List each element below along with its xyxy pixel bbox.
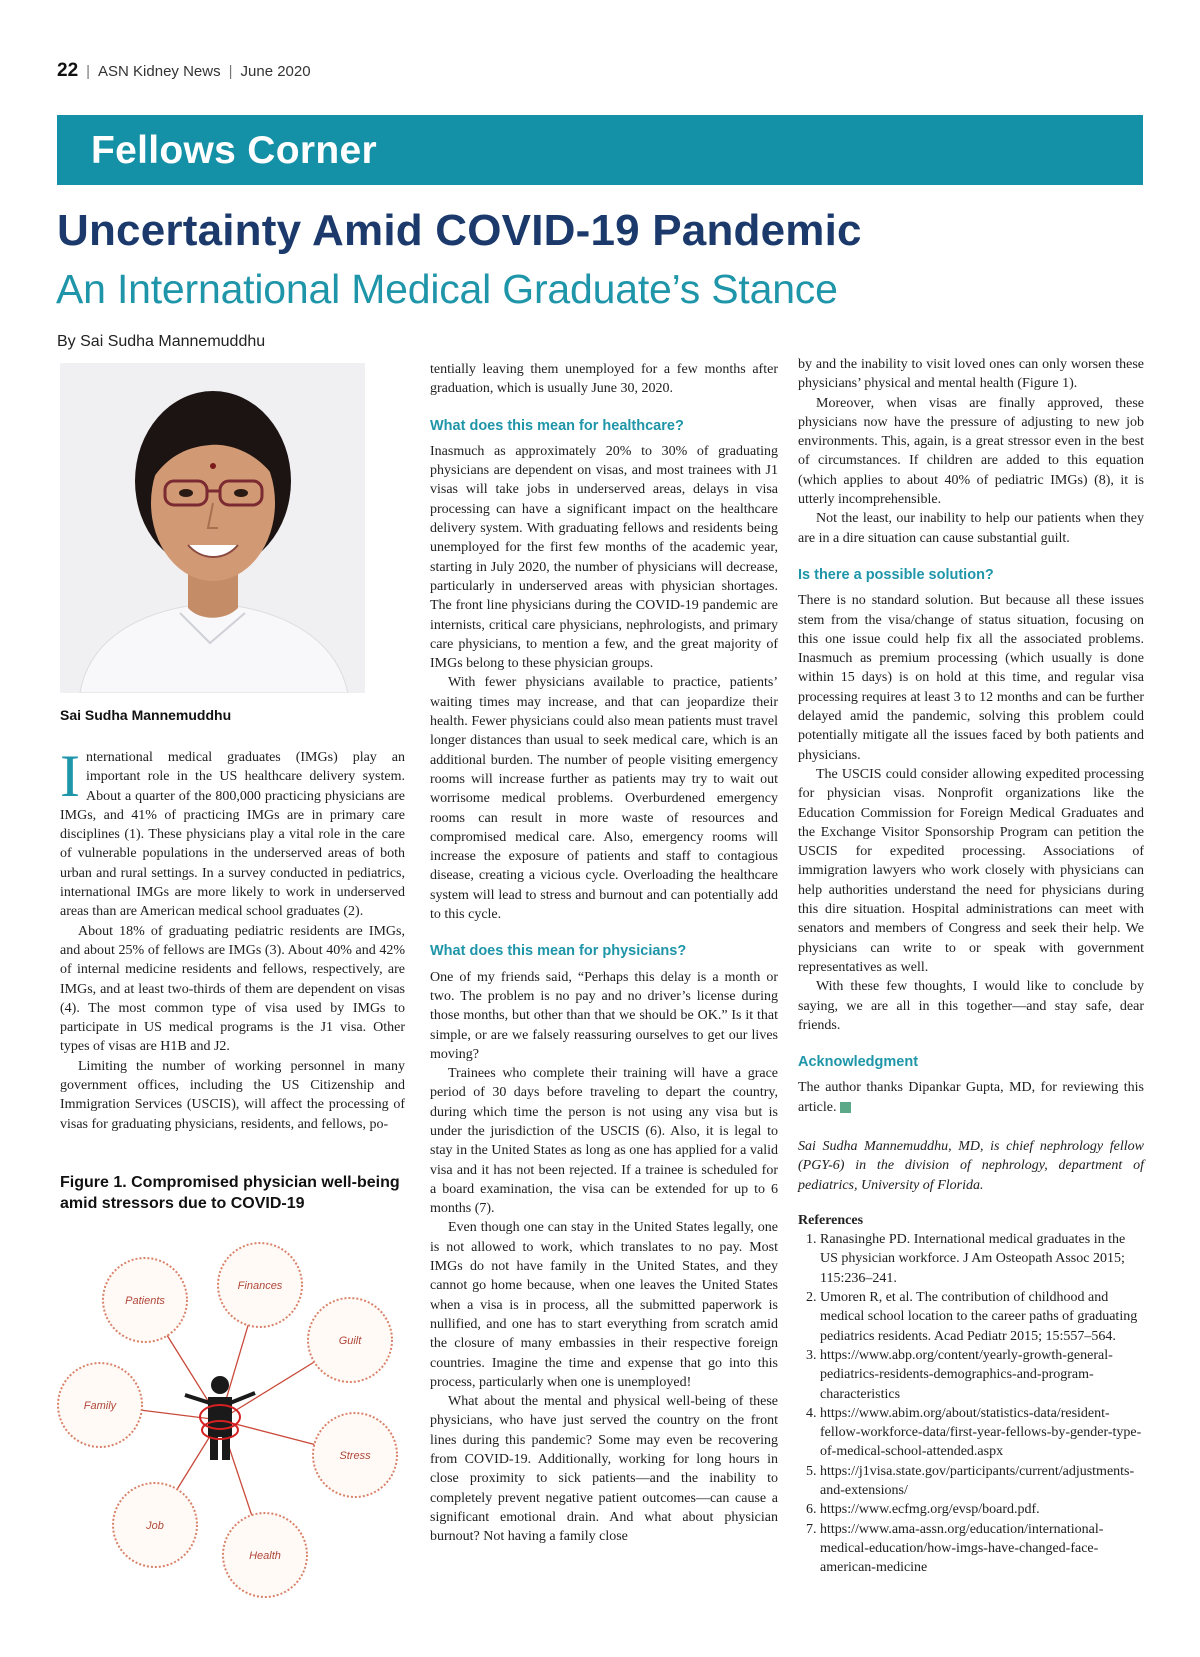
issue-date: June 2020 <box>240 63 311 80</box>
section-banner <box>57 115 1143 185</box>
section-heading: What does this mean for physicians? <box>430 943 687 960</box>
paragraph-text: nternational medical graduates (IMGs) play an important role in the US healthcare delivery system. About a quarter of the 800,000 practicing physicians are IMGs, and 41% of practicing IMGs are in primary care disciplines (1). These physicians play a vital role in the care of vulnerable populations in the underserved areas of both urban and rural settings. In a survey conducted in pediatrics, international IMGs are more likely to work in underserved areas than are American medical school graduates (2). <box>60 750 405 920</box>
figure-title: Figure 1. Compromised physician well-being amid stressors due to COVID-19 <box>60 1174 400 1212</box>
body-paragraph: Inasmuch as approximately 20% to 30% of graduating physicians are dependent on visas, and most trainees with J1 visas will take jobs in underserved areas, delays in visa processing can have a significant impact on the healthcare delivery system. With graduating fellows and residents being unemployed for the first few months of the academic year, starting in July 2020, the number of physicians will decrease, particularly in underserved areas with physician shortages. The front line physicians during the COVID-19 pandemic are internists, critical care physicians, nephrologists, and primary care physicians, to mention a few, and the great majority of IMGs belong to these physician groups. <box>430 443 778 672</box>
body-paragraph: With fewer physicians available to practice, patients’ waiting times may increase, and that can jeopardize their health. Fewer physicians could also mean patients must travel longer distances than usual to seek medical care, which is an additional burden. The number of people visiting emergency rooms will increase further as patients may try to wait out worrisome medical problems. Overburdened emergency rooms can result in more waste of resources and compromised medical care. Also, emergency rooms will increase the exposure of patients and staff to contagious disease, creating a vicious cycle. Overloading the healthcare system will lead to stress and burnout and can potentially add to this cycle. <box>430 675 778 923</box>
label-guilt: Guilt <box>338 1335 362 1347</box>
body-paragraph: What about the mental and physical well-being of these physicians, who have just served the country on the front lines during this pandemic? Some may even be recovering from COVID-19. Additionally, working for long hours in close proximity to sick patients—and the inability to completely prevent negative patient outcomes—can cause a significant emotional drain. And what about physician burnout? Not having a family close <box>430 1394 778 1545</box>
label-family: Family <box>83 1400 117 1412</box>
section-heading: Acknowledgment <box>798 1054 919 1071</box>
body-paragraph: One of my friends said, “Perhaps this delay is a month or two. The problem is no pay and no driver’s license during those months, but other than that we should be OK.” Is it that simple, or are we falsely reassuring ourselves to get our lives moving? <box>430 969 778 1062</box>
author-photo <box>60 363 365 693</box>
body-paragraph: tentially leaving them unemployed for a few months after graduation, which is usually June 30, 2020. <box>430 362 778 397</box>
drop-cap: I <box>60 743 80 809</box>
reference-item: 7. https://www.ama-assn.org/education/international-medical-education/how-imgs-have-changed-face-american-medicine <box>820 1520 1144 1578</box>
reference-item: 5. https://j1visa.state.gov/participants/current/adjustments-and-extensions/ <box>820 1462 1144 1501</box>
reference-item: 3. https://www.abp.org/content/yearly-growth-general-pediatrics-residents-demographics-and-program-characteristics <box>820 1346 1144 1404</box>
reference-item: 1. Ranasinghe PD. International medical graduates in the US physician workforce. J Am Osteopath Assoc 2015; 115:236–241. <box>820 1230 1144 1288</box>
body-paragraph: The USCIS could consider allowing expedited processing for physician visas. Nonprofit organizations like the Education Commission for Foreign Medical Graduates and the Exchange Visitor Sponsorship Program can petition the USCIS for expedited processing. Associations of immigration lawyers who work closely with physicians can help authorities understand the need for physicians during this dire situation. Hospital administrations can meet with senators and members of Congress and seek their help. We physicians can write to or speak with government representatives as well. <box>798 766 1144 975</box>
header-separator: | <box>86 63 91 80</box>
label-stress: Stress <box>339 1450 371 1462</box>
label-finances: Finances <box>237 1280 283 1292</box>
references-list <box>798 1230 1144 1577</box>
page-number: 22 <box>57 60 79 81</box>
publication-name: ASN Kidney News <box>98 63 221 80</box>
running-header <box>57 60 311 82</box>
body-paragraph: by and the inability to visit loved ones can only worsen these physicians’ physical and mental health (Figure 1). <box>798 357 1144 392</box>
section-heading: What does this mean for healthcare? <box>430 417 684 434</box>
author-bio: Sai Sudha Mannemuddhu, MD, is chief nephrology fellow (PGY-6) in the division of nephrology, department of pediatrics, University of Florida. <box>798 1138 1144 1193</box>
references-heading: References <box>798 1212 864 1228</box>
body-paragraph: Trainees who complete their training will have a grace period of 30 days before traveling to depart the country, during which time the person is not using any visa but is under the jurisdiction of the USCIS (6). Also, it is legal to stay in the United States as long as one has applied for a valid visa and it has not been rejected. If a trainee is scheduled for a board examination, the visa can be extended for up to 6 months (7). <box>430 1066 778 1217</box>
article-column-3 <box>798 355 1144 1578</box>
label-job: Job <box>146 1520 164 1532</box>
article-column-2 <box>430 360 778 1547</box>
reference-item: 4. https://www.abim.org/about/statistics-data/resident-fellow-workforce-data/first-year-fellows-by-gender-type-of-medical-school-attended.aspx <box>820 1404 1144 1462</box>
photo-caption: Sai Sudha Mannemuddhu <box>60 707 232 723</box>
body-paragraph: About 18% of graduating pediatric residents are IMGs, and about 25% of fellows are IMGs (3). About 40% and 42% of internal medicine residents and fellows, respectively, are IMGs, and at least two-thirds of them are dependent on visas (4). The most common type of visa used by IMGs to participate in US medical programs is the J1 visa. Other types of visas are H1B and J2. <box>60 923 405 1055</box>
header-separator: | <box>228 63 233 80</box>
stressed-physician-icon <box>185 1376 255 1460</box>
body-paragraph: Limiting the number of working personnel in many government offices, including the US Citizenship and Immigration Services (USCIS), will affect the processing of visas for graduating physicians, residents, and fellows, po- <box>60 1058 405 1132</box>
body-paragraph: With these few thoughts, I would like to conclude by saying, we are all in this together—and stay safe, dear friends. <box>798 979 1144 1033</box>
body-paragraph: Even though one can stay in the United States legally, one is not allowed to work, which translates to no pay. Most IMGs do not have family in the United States, and they cannot go home because, when one leaves the United States when a visa is in process, all the submitted paperwork is nullified, and one has to start everything from scratch amid the closure of many embassies in their respective foreign countries. Imagine the time and expense that go into this process, particularly when one is unemployed! <box>430 1220 778 1390</box>
section-heading: Is there a possible solution? <box>798 566 994 583</box>
body-paragraph: Moreover, when visas are finally approved, these physicians now have the pressure of adjusting to new job environments. This, again, is a great stressor even in the best of circumstances. If children are added to this equation (which applies to about 40% of pediatric IMGs) (8), it is utterly incomprehensible. <box>798 395 1144 508</box>
reference-item: 2. Umoren R, et al. The contribution of childhood and medical school location to the career paths of graduating pediatrics residents. Acad Pediatr 2015; 15:557–564. <box>820 1288 1144 1346</box>
byline: By Sai Sudha Mannemuddhu <box>57 333 266 350</box>
stressor-figure <box>55 1225 415 1625</box>
paragraph-text: The author thanks Dipankar Gupta, MD, for reviewing this article. <box>798 1080 1144 1115</box>
acknowledgment-text <box>798 1078 1144 1117</box>
body-paragraph: Not the least, our inability to help our patients when they are in a dire situation can cause substantial guilt. <box>798 511 1144 546</box>
body-paragraph: There is no standard solution. But because all these issues stem from the visa/change of status situation, focusing on this one issue could help fix all the associated problems. Inasmuch as premium processing (which usually is done within 15 days) is on hold at this time, and regular visa processing requires at least 3 to 12 months and can be further delayed amid the pandemic, solving this problem could potentially mitigate all the issues faced by both patients and physicians. <box>798 593 1144 763</box>
label-patients: Patients <box>125 1295 165 1307</box>
section-label: Fellows Corner <box>91 129 377 172</box>
stressor-diagram <box>55 1225 415 1625</box>
article-subtitle: An International Medical Graduate’s Stance <box>56 266 838 312</box>
portrait-illustration <box>60 363 365 693</box>
label-health: Health <box>249 1550 281 1562</box>
article-column-1 <box>60 743 405 1134</box>
end-mark-icon <box>840 1102 851 1113</box>
reference-item: 6. https://www.ecfmg.org/evsp/board.pdf. <box>820 1500 1144 1519</box>
article-title: Uncertainty Amid COVID-19 Pandemic <box>57 206 862 255</box>
body-paragraph <box>60 743 405 922</box>
